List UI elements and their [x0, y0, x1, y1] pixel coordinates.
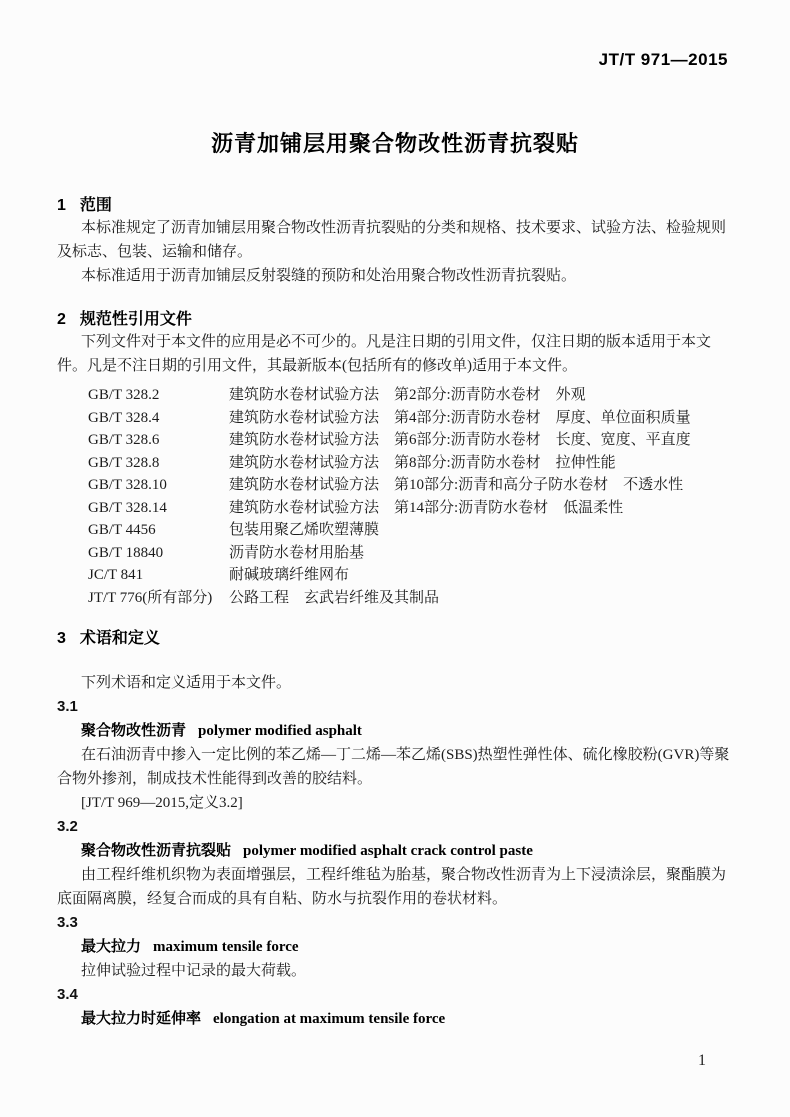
term-source: [JT/T 969—2015,定义3.2] — [81, 795, 243, 811]
term-heading — [57, 1007, 740, 1031]
reference-title: 包装用聚乙烯吹塑薄膜 — [229, 522, 380, 538]
section-1-heading — [57, 196, 740, 216]
reference-title: 建筑防水卷材试验方法 第4部分:沥青防水卷材 厚度、单位面积质量 — [229, 409, 691, 426]
reference-title: 建筑防水卷材试验方法 第2部分:沥青防水卷材 外观 — [229, 387, 586, 403]
term-number: 3.1 — [57, 698, 78, 715]
term-zh: 最大拉力 — [81, 938, 142, 955]
term-zh: 聚合物改性沥青抗裂贴 — [81, 842, 232, 859]
normative-references-list — [57, 384, 740, 609]
term-zh: 最大拉力时延伸率 — [81, 1010, 202, 1027]
section-1-number: 1 — [57, 197, 66, 214]
page-number: 1 — [698, 1052, 706, 1069]
document-body — [57, 196, 740, 1031]
reference-code: GB/T 328.14 — [88, 499, 167, 516]
reference-item — [57, 587, 740, 610]
term-definition: 由工程纤维机织物为表面增强层，工程纤维毡为胎基，聚合物改性沥青为上下浸渍涂层，聚酯膜为底面隔离膜，经复合而成的具有自粘、防水与抗裂作用的卷状材料。 — [57, 867, 727, 907]
reference-item — [57, 519, 740, 542]
section-1-paragraph-1: 本标准规定了沥青加铺层用聚合物改性沥青抗裂贴的分类和规格、技术要求、试验方法、检验规则及标志、包装、运输和储存。 — [57, 220, 727, 260]
reference-title: 建筑防水卷材试验方法 第10部分:沥青和高分子防水卷材 不透水性 — [229, 477, 684, 493]
terms-and-definitions — [57, 671, 740, 1031]
term-heading — [57, 839, 740, 863]
reference-title: 建筑防水卷材试验方法 第14部分:沥青防水卷材 低温柔性 — [229, 499, 624, 516]
reference-title: 建筑防水卷材试验方法 第6部分:沥青防水卷材 长度、宽度、平直度 — [229, 432, 691, 448]
section-3-heading — [57, 629, 740, 649]
reference-code: GB/T 328.4 — [88, 409, 160, 426]
section-2-intro: 下列文件对于本文件的应用是必不可少的。凡是注日期的引用文件，仅注日期的版本适用于本文件。凡是不注日期的引用文件，其最新版本(包括所有的修改单)适用于本文件。 — [57, 334, 712, 374]
reference-item — [57, 564, 740, 587]
section-1-title: 范围 — [79, 197, 112, 214]
term-en: polymer modified asphalt — [198, 723, 362, 739]
reference-code: GB/T 328.6 — [88, 432, 160, 448]
term-definition: 拉伸试验过程中记录的最大荷载。 — [81, 963, 307, 979]
term-heading — [57, 719, 740, 743]
reference-title: 耐碱玻璃纤维网布 — [229, 567, 350, 583]
reference-code: GB/T 328.2 — [88, 387, 160, 403]
section-2-heading — [57, 310, 740, 330]
reference-item — [57, 497, 740, 520]
reference-code: JC/T 841 — [88, 567, 144, 583]
reference-code: GB/T 328.10 — [88, 477, 167, 493]
section-2-number: 2 — [57, 311, 66, 328]
term-en: maximum tensile force — [153, 939, 299, 955]
reference-code: GB/T 328.8 — [88, 454, 160, 471]
section-3-intro: 下列术语和定义适用于本文件。 — [81, 675, 292, 691]
term-en: elongation at maximum tensile force — [213, 1011, 446, 1027]
section-3-title: 术语和定义 — [79, 630, 160, 647]
term-definition: 在石油沥青中掺入一定比例的苯乙烯—丁二烯—苯乙烯(SBS)热塑性弹性体、硫化橡胶粉(GVR)等聚合物外掺剂，制成技术性能得到改善的胶结料。 — [57, 747, 730, 787]
reference-item — [57, 542, 740, 565]
section-1-paragraph-2: 本标准适用于沥青加铺层反射裂缝的预防和处治用聚合物改性沥青抗裂贴。 — [81, 268, 577, 284]
term-zh: 聚合物改性沥青 — [81, 722, 187, 739]
reference-title: 沥青防水卷材用胎基 — [229, 544, 365, 561]
section-3-number: 3 — [57, 630, 66, 647]
reference-item — [57, 429, 740, 452]
term-en: polymer modified asphalt crack control paste — [243, 843, 533, 859]
term-number: 3.2 — [57, 818, 78, 835]
reference-item — [57, 474, 740, 497]
reference-item — [57, 452, 740, 475]
page-title: 沥青加铺层用聚合物改性沥青抗裂贴 — [210, 131, 579, 156]
reference-code: GB/T 18840 — [88, 544, 164, 561]
doc-number: JT/T 971—2015 — [598, 50, 728, 69]
reference-title: 公路工程 玄武岩纤维及其制品 — [229, 589, 440, 606]
term-number: 3.3 — [57, 914, 78, 931]
term-number: 3.4 — [57, 986, 78, 1003]
section-2-title: 规范性引用文件 — [79, 311, 192, 328]
reference-code: GB/T 4456 — [88, 522, 156, 538]
reference-item — [57, 384, 740, 407]
term-heading — [57, 935, 740, 959]
reference-title: 建筑防水卷材试验方法 第8部分:沥青防水卷材 拉伸性能 — [229, 454, 616, 471]
reference-item — [57, 407, 740, 430]
reference-code: JT/T 776(所有部分) — [88, 589, 213, 606]
